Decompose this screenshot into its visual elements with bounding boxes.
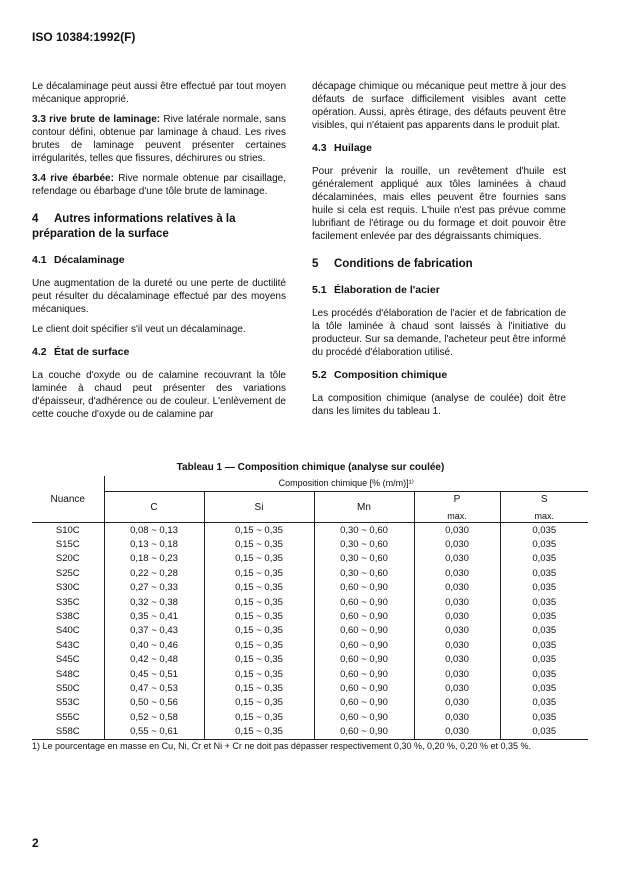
section-4-2-paragraph-1: La couche d'oxyde ou de calamine recouvrant la tôle laminée à chaud peut présenter des variations d'épaisseur, d'adhérence ou de couleur. L'enlèvement de cette couche d'oxyde ou de calamine par [32, 370, 286, 420]
table-row [32, 581, 588, 595]
cell-s: 0,035 [500, 566, 588, 580]
cell-si: 0,15 ~ 0,35 [204, 624, 314, 638]
right-column [312, 80, 566, 425]
table-row [32, 710, 588, 724]
cell-p: 0,030 [414, 681, 500, 695]
cell-s: 0,035 [500, 696, 588, 710]
section-5-2-paragraph-1: La composition chimique (analyse de coulée) doit être dans les limites du tableau 1. [312, 393, 566, 417]
cell-p: 0,030 [414, 523, 500, 538]
left-column [32, 80, 286, 428]
composition-table [32, 476, 588, 752]
cell-nuance: S43C [55, 639, 80, 651]
table-row [32, 653, 588, 667]
cell-nuance: S20C [55, 553, 80, 565]
table-row [32, 681, 588, 695]
cell-p: 0,030 [414, 595, 500, 609]
document-header: ISO 10384:1992(F) [32, 30, 136, 44]
cell-p: 0,030 [414, 581, 500, 595]
cell-p: 0,030 [414, 696, 500, 710]
column-header-mn: Mn [314, 492, 414, 523]
section-number: 5 [312, 258, 319, 270]
cell-s: 0,035 [500, 609, 588, 623]
cell-p: 0,030 [414, 566, 500, 580]
cell-si: 0,15 ~ 0,35 [204, 667, 314, 681]
definition-term: rive brute de laminage: [49, 114, 161, 125]
definition-3-3 [32, 113, 286, 165]
table-row [32, 537, 588, 551]
definition-number: 3.4 [32, 173, 46, 184]
cell-mn: 0,60 ~ 0,90 [314, 595, 414, 609]
cell-mn: 0,60 ~ 0,90 [314, 609, 414, 623]
cell-c: 0,22 ~ 0,28 [104, 566, 204, 580]
cell-s: 0,035 [500, 595, 588, 609]
cell-s: 0,035 [500, 710, 588, 724]
column-header-nuance: Nuance [50, 493, 85, 505]
section-title: Autres informations relatives à la préparation de la surface [32, 213, 236, 240]
cell-s: 0,035 [500, 523, 588, 538]
section-title: État de surface [54, 346, 130, 358]
cell-nuance: S48C [55, 668, 80, 680]
section-number: 4.3 [312, 142, 327, 154]
cell-nuance: S53C [55, 697, 80, 709]
section-4-1-paragraph-1: Une augmentation de la dureté ou une perte de ductilité peut résulter du décalaminage effectué par des moyens mécaniques. [32, 278, 286, 315]
cell-c: 0,13 ~ 0,18 [104, 537, 204, 551]
section-5-heading [312, 257, 566, 272]
table-footnote: 1) Le pourcentage en masse en Cu, Ni, Cr et Ni + Cr ne doit pas dépasser respectivement 0,30 %, 0,20 %, 0,20 % et 0,35 %. [32, 739, 588, 752]
section-number: 5.1 [312, 284, 327, 296]
cell-s: 0,035 [500, 537, 588, 551]
cell-s: 0,035 [500, 624, 588, 638]
section-title: Conditions de fabrication [334, 258, 473, 270]
column-header-p-max: max. [447, 510, 467, 521]
cell-c: 0,32 ~ 0,38 [104, 595, 204, 609]
cell-mn: 0,60 ~ 0,90 [314, 653, 414, 667]
table-row [32, 552, 588, 566]
table-row [32, 624, 588, 638]
cell-si: 0,15 ~ 0,35 [204, 595, 314, 609]
column-header-c: C [104, 492, 204, 523]
cell-mn: 0,60 ~ 0,90 [314, 581, 414, 595]
cell-nuance: S35C [55, 596, 80, 608]
cell-s: 0,035 [500, 581, 588, 595]
cell-nuance: S15C [55, 539, 80, 551]
cell-p: 0,030 [414, 638, 500, 652]
cell-c: 0,50 ~ 0,56 [104, 696, 204, 710]
cell-nuance: S40C [55, 625, 80, 637]
column-header-s [500, 492, 588, 523]
section-number: 4.1 [32, 254, 47, 266]
cell-mn: 0,30 ~ 0,60 [314, 552, 414, 566]
cell-si: 0,15 ~ 0,35 [204, 609, 314, 623]
column-header-s-max: max. [534, 510, 554, 521]
cell-mn: 0,30 ~ 0,60 [314, 537, 414, 551]
cell-c: 0,45 ~ 0,51 [104, 667, 204, 681]
continued-paragraph: décapage chimique ou mécanique peut mettre à jour des défauts de surface difficilement visibles avant cette opération. Aussi, après étirage, des défauts peuvent être visibles, qui n'étaient pas apparents dans le produit plat. [312, 81, 566, 131]
definition-text: Rive normale obtenue par cisaillage, refendage ou ébarbage d'une tôle brute de laminage. [32, 173, 286, 197]
table-body [32, 523, 588, 740]
cell-mn: 0,30 ~ 0,60 [314, 523, 414, 538]
table-row [32, 595, 588, 609]
section-5-2-heading [312, 369, 566, 382]
column-header-p-label: P [453, 493, 461, 505]
cell-nuance: S30C [55, 582, 80, 594]
table-row [32, 667, 588, 681]
cell-c: 0,35 ~ 0,41 [104, 609, 204, 623]
cell-si: 0,15 ~ 0,35 [204, 537, 314, 551]
table-row [32, 609, 588, 623]
definition-number: 3.3 [32, 114, 46, 125]
cell-si: 0,15 ~ 0,35 [204, 681, 314, 695]
cell-mn: 0,60 ~ 0,90 [314, 667, 414, 681]
section-number: 4 [32, 213, 39, 225]
cell-s: 0,035 [500, 667, 588, 681]
section-4-1-paragraph-2: Le client doit spécifier s'il veut un décalaminage. [32, 324, 246, 335]
cell-s: 0,035 [500, 552, 588, 566]
cell-p: 0,030 [414, 552, 500, 566]
section-4-heading [32, 212, 286, 242]
cell-mn: 0,60 ~ 0,90 [314, 710, 414, 724]
intro-paragraph: Le décalaminage peut aussi être effectué par tout moyen mécanique approprié. [32, 81, 286, 105]
definition-3-4 [32, 172, 286, 198]
cell-nuance: S38C [55, 611, 80, 623]
cell-mn: 0,60 ~ 0,90 [314, 681, 414, 695]
section-4-3-heading [312, 142, 566, 155]
cell-c: 0,37 ~ 0,43 [104, 624, 204, 638]
cell-c: 0,08 ~ 0,13 [104, 523, 204, 538]
cell-c: 0,42 ~ 0,48 [104, 653, 204, 667]
column-header-s-label: S [540, 493, 548, 505]
cell-nuance: S10C [32, 523, 104, 538]
cell-c: 0,55 ~ 0,61 [104, 724, 204, 739]
cell-nuance: S25C [55, 567, 80, 579]
column-header-si: Si [204, 492, 314, 523]
section-4-1-heading [32, 254, 286, 267]
definition-text: Rive latérale normale, sans contour défini, obtenue par laminage à chaud. Les rives brutes de laminage peuvent présenter certaines irrégularités, telles que fissures, déchirures ou stries. [32, 114, 286, 164]
cell-s: 0,035 [500, 653, 588, 667]
section-title: Huilage [334, 142, 372, 154]
cell-mn: 0,30 ~ 0,60 [314, 566, 414, 580]
cell-nuance: S58C [55, 726, 80, 738]
cell-c: 0,52 ~ 0,58 [104, 710, 204, 724]
cell-mn: 0,60 ~ 0,90 [314, 696, 414, 710]
definition-term: rive ébarbée: [50, 173, 114, 184]
column-header-p [414, 492, 500, 523]
cell-si: 0,15 ~ 0,35 [204, 653, 314, 667]
cell-c: 0,47 ~ 0,53 [104, 681, 204, 695]
cell-c: 0,18 ~ 0,23 [104, 552, 204, 566]
cell-si: 0,15 ~ 0,35 [204, 566, 314, 580]
table-row [32, 523, 588, 538]
cell-nuance: S55C [55, 711, 80, 723]
cell-si: 0,15 ~ 0,35 [204, 710, 314, 724]
cell-c: 0,27 ~ 0,33 [104, 581, 204, 595]
section-title: Décalaminage [54, 254, 125, 266]
table-row [32, 696, 588, 710]
cell-c: 0,40 ~ 0,46 [104, 638, 204, 652]
cell-si: 0,15 ~ 0,35 [204, 696, 314, 710]
cell-nuance: S50C [55, 682, 80, 694]
page-number: 2 [32, 836, 39, 850]
cell-mn: 0,60 ~ 0,90 [314, 724, 414, 739]
cell-si: 0,15 ~ 0,35 [204, 552, 314, 566]
cell-si: 0,15 ~ 0,35 [204, 638, 314, 652]
cell-p: 0,030 [414, 537, 500, 551]
cell-mn: 0,60 ~ 0,90 [314, 638, 414, 652]
section-title: Composition chimique [334, 369, 448, 381]
cell-p: 0,030 [414, 624, 500, 638]
table-row [32, 724, 588, 739]
table-row [32, 566, 588, 580]
cell-p: 0,030 [414, 667, 500, 681]
section-5-1-paragraph-1: Les procédés d'élaboration de l'acier et de fabrication de la tôle laminée à chaud sont laissés à l'initiative du producteur. Sur sa demande, l'acheteur peut être informé du procédé d'élaboration utilisé. [312, 308, 566, 358]
cell-p: 0,030 [414, 609, 500, 623]
cell-nuance: S45C [55, 654, 80, 666]
cell-s: 0,035 [500, 681, 588, 695]
cell-p: 0,030 [414, 710, 500, 724]
section-5-1-heading [312, 284, 566, 297]
cell-si: 0,15 ~ 0,35 [204, 724, 314, 739]
cell-si: 0,15 ~ 0,35 [204, 523, 314, 538]
section-4-3-paragraph-1: Pour prévenir la rouille, un revêtement d'huile est généralement appliqué aux tôles laminées à chaud décalaminées, mais elles peuvent être fournies sans huile si cela est requis. L'huile n'est pas prévue comme lubrifiant de l'étirage ou du formage et doit pouvoir être facilement enlevée par des dégraissants chimiques. [312, 166, 566, 242]
section-number: 5.2 [312, 369, 327, 381]
cell-si: 0,15 ~ 0,35 [204, 581, 314, 595]
section-number: 4.2 [32, 346, 47, 358]
cell-p: 0,030 [414, 653, 500, 667]
cell-s: 0,035 [500, 638, 588, 652]
cell-p: 0,030 [414, 724, 500, 739]
cell-s: 0,035 [500, 724, 588, 739]
column-group-header: Composition chimique [% (m/m)]¹⁾ [104, 476, 588, 492]
cell-mn: 0,60 ~ 0,90 [314, 624, 414, 638]
section-4-2-heading [32, 346, 286, 359]
table-row [32, 638, 588, 652]
table-caption: Tableau 1 — Composition chimique (analyse sur coulée) [176, 462, 445, 473]
section-title: Élaboration de l'acier [334, 284, 440, 296]
